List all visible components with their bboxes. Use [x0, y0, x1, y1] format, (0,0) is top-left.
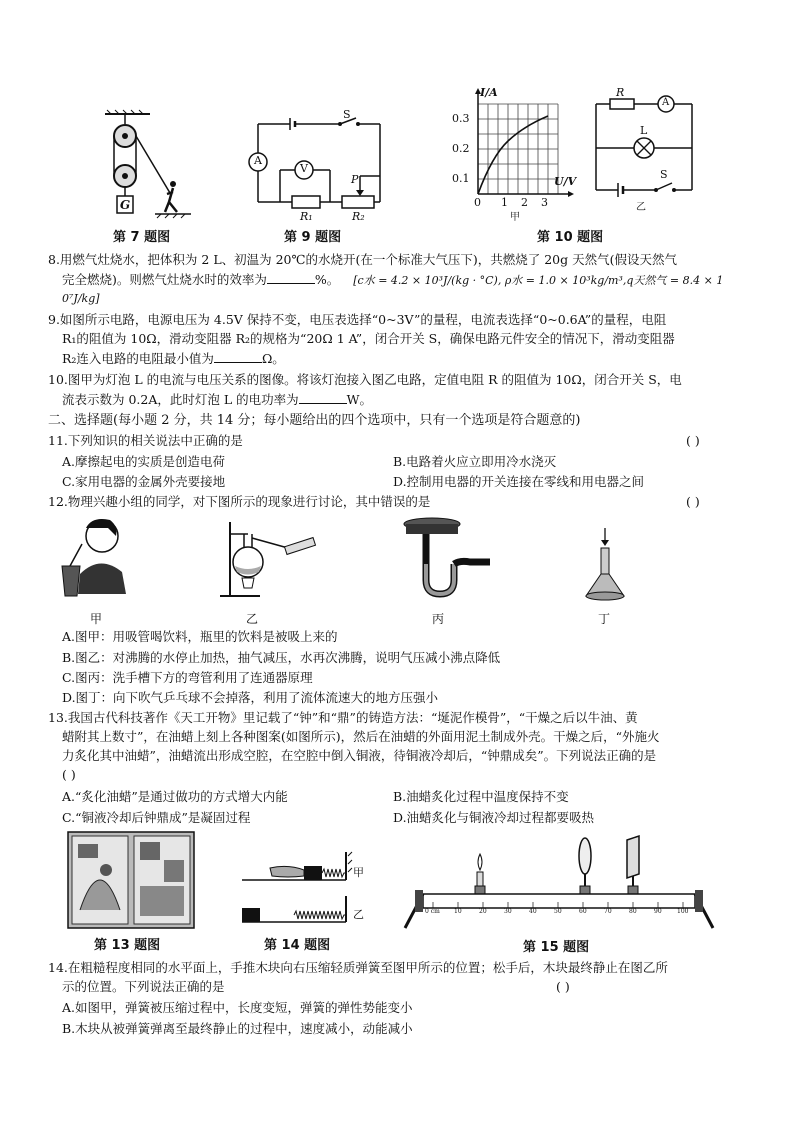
q11-answer-paren[interactable]: ( )	[686, 433, 700, 448]
q12-illustrations	[60, 514, 640, 609]
q11-option-b[interactable]: B.电路着火应立即用冷水浇灭	[393, 454, 557, 469]
q13-option-a[interactable]: A.“炙化油蜡”是通过做功的方式增大内能	[62, 789, 288, 804]
bench-tick-10: 10	[454, 908, 462, 915]
q8-answer-blank[interactable]	[267, 271, 315, 284]
pulley-diagram	[95, 108, 195, 218]
q13-line2: 蜡附其上数寸”，在油蜡上刻上各种图案(如图所示)，然后在油蜡的外面用泥土制成外壳。干燥之后，“外施火	[62, 729, 660, 744]
slider-label: P	[351, 173, 359, 186]
q12-answer-paren[interactable]: ( )	[686, 494, 700, 509]
optical-bench-diagram	[405, 836, 715, 931]
figure-14-caption: 第 14 题图	[264, 938, 331, 953]
q8-line2: 完全燃烧)。则燃气灶烧水时的效率为 %。 [c水 = 4.2 × 10³J/(kg · °C), ρ水 = 1.0 × 10³kg/m³,q天然气 = 8.4 × 1	[62, 272, 724, 287]
bench-tick-60: 60	[579, 908, 587, 915]
graph-xlabel: U/V	[554, 175, 577, 188]
q13-answer-paren[interactable]: ( )	[62, 767, 76, 782]
q14-answer-paren[interactable]: ( )	[556, 979, 570, 994]
graph-ylabel: I/A	[480, 86, 498, 99]
xtick-3: 3	[541, 196, 548, 209]
q8-line1: 8.用燃气灶烧水，把体积为 2 L、初温为 20℃的水烧开(在一个标准大气压下)，共燃烧了 20g 天然气(假设天然气	[48, 252, 677, 267]
q9-line2: R₁的阻值为 10Ω，滑动变阻器 R₂的规格为“20Ω 1 A”，闭合开关 S，确保电路元件安全的情况下，滑动变阻器	[62, 331, 675, 346]
q13-option-d[interactable]: D.油蜡炙化与铜液冷却过程都要吸热	[393, 810, 595, 825]
bench-tick-100: 100	[677, 908, 689, 915]
figure-10-graph	[448, 86, 588, 226]
bench-tick-40: 40	[529, 908, 537, 915]
circuit-diagram-10	[590, 88, 700, 208]
q11-stem: 11.下列知识的相关说法中正确的是	[48, 433, 243, 448]
ancient-book-illustration	[66, 830, 196, 930]
r1-label: R₁	[300, 210, 313, 223]
ytick-0.1: 0.1	[452, 172, 470, 185]
graph-sub-label: 甲	[510, 212, 520, 223]
q8-formula: [c水 = 4.2 × 10³J/(kg · °C), ρ水 = 1.0 × 10³kg/m³,q天然气 = 8.4 × 1	[353, 274, 724, 287]
q12-option-b[interactable]: B.图乙：对沸腾的水停止加热，抽气减压，水再次沸腾，说明气压减小沸点降低	[62, 650, 501, 665]
voltmeter-label: V	[300, 162, 308, 175]
figure-15	[405, 836, 715, 955]
fig14-label-jia: 甲	[353, 866, 364, 879]
q13-line3: 力炙化其中油蜡”，油蜡流出形成空腔，在空腔中倒入铜液，待铜液冷却后，“钟鼎成矣”。下列说法正确的是	[62, 748, 657, 763]
q13-line1: 13.我国古代科技著作《天工开物》里记载了“钟”和“鼎”的铸造方法：“埏泥作模骨”，“干燥之后以牛油、黄	[48, 710, 638, 725]
q9-line3: R₂连入电路的电阻最小值为 Ω。	[62, 351, 285, 366]
q12-fig-ding: 丁	[598, 612, 611, 626]
xtick-0: 0	[474, 196, 481, 209]
bench-tick-50: 50	[554, 908, 562, 915]
q13-option-b[interactable]: B.油蜡炙化过程中温度保持不变	[393, 789, 569, 804]
figure-9-caption: 第 9 题图	[284, 230, 342, 245]
q14-option-b[interactable]: B.木块从被弹簧弹离至最终静止的过程中，速度减小，动能减小	[62, 1021, 413, 1036]
q12-fig-yi: 乙	[246, 612, 259, 626]
pulley-weight-label: G	[120, 198, 131, 212]
figure-14	[238, 850, 368, 952]
xtick-1: 1	[501, 196, 508, 209]
q11-option-a[interactable]: A.摩擦起电的实质是创造电荷	[62, 454, 226, 469]
q11-option-d[interactable]: D.控制用电器的开关连接在零线和用电器之间	[393, 474, 645, 489]
bench-tick-30: 30	[504, 908, 512, 915]
q12-fig-jia: 甲	[90, 612, 103, 626]
q13-option-c[interactable]: C.“铜液冷却后钟鼎成”是凝固过程	[62, 810, 251, 825]
switch-label-10: S	[660, 168, 668, 181]
lamp-label: L	[640, 124, 648, 137]
q12-stem: 12.物理兴趣小组的同学，对下图所示的现象进行讨论，其中错误的是	[48, 494, 431, 509]
q12-option-d[interactable]: D.图丁：向下吹气乒乓球不会掉落，利用了流体流速大的地方压强小	[62, 690, 439, 705]
q9-answer-blank[interactable]	[214, 350, 262, 363]
q11-option-c[interactable]: C.家用电器的金属外壳要接地	[62, 474, 226, 489]
figure-13-caption: 第 13 题图	[94, 938, 161, 953]
ammeter-label-10: A	[662, 97, 670, 108]
iu-graph	[448, 86, 588, 226]
q10-line2: 流表示数为 0.2A，此时灯泡 L 的电功率为 W。	[62, 392, 372, 407]
figure-9	[240, 110, 390, 245]
bench-tick-90: 90	[654, 908, 662, 915]
q14-option-a[interactable]: A.如图甲，弹簧被压缩过程中，长度变短，弹簧的弹性势能变小	[62, 1000, 413, 1015]
figure-7	[95, 108, 195, 243]
q12-option-a[interactable]: A.图甲：用吸管喝饮料，瓶里的饮料是被吸上来的	[62, 629, 338, 644]
q8-line3: 0⁷J/kg]	[62, 292, 100, 305]
ytick-0.2: 0.2	[452, 142, 470, 155]
bench-tick-80: 80	[629, 908, 637, 915]
q10-line1: 10.图甲为灯泡 L 的电流与电压关系的图像。将该灯泡接入图乙电路，定值电阻 R 的阻值为 10Ω，闭合开关 S，电	[48, 372, 682, 387]
figure-10-circuit	[590, 88, 700, 213]
bench-tick-20: 20	[479, 908, 487, 915]
bench-tick-0: 0 cm	[425, 908, 440, 915]
q12-figures	[60, 514, 640, 626]
ytick-0.3: 0.3	[452, 112, 470, 125]
switch-label: S	[343, 108, 351, 121]
q12-fig-bing: 丙	[432, 612, 445, 626]
resistor-r-label: R	[616, 86, 625, 99]
q14-line1: 14.在粗糙程度相同的水平面上，手推木块向右压缩轻质弹簧至图甲所示的位置；松手后，木块最终静止在图乙所	[48, 960, 668, 975]
fig14-label-yi: 乙	[353, 908, 364, 921]
figure-15-caption: 第 15 题图	[523, 940, 590, 955]
figure-7-caption: 第 7 题图	[113, 230, 171, 245]
q14-line2: 示的位置。下列说法正确的是	[62, 979, 225, 994]
xtick-2: 2	[521, 196, 528, 209]
figure-13	[66, 830, 196, 952]
spring-block-diagram	[238, 850, 368, 930]
q12-option-c[interactable]: C.图丙：洗手槽下方的弯管利用了连通器原理	[62, 670, 313, 685]
figure-10-caption: 第 10 题图	[537, 230, 604, 245]
circuit-sub-label: 乙	[636, 202, 646, 213]
q10-answer-blank[interactable]	[299, 391, 347, 404]
bench-tick-70: 70	[604, 908, 612, 915]
section-2-heading: 二、选择题(每小题 2 分，共 14 分；每小题给出的四个选项中，只有一个选项是符合题意的)	[48, 413, 581, 428]
r2-label: R₂	[352, 210, 365, 223]
circuit-diagram-9	[240, 110, 390, 220]
q9-line1: 9.如图所示电路，电源电压为 4.5V 保持不变，电压表选择“0~3V”的量程，电流表选择“0~0.6A”的量程，电阻	[48, 312, 667, 327]
ammeter-label: A	[254, 154, 262, 167]
